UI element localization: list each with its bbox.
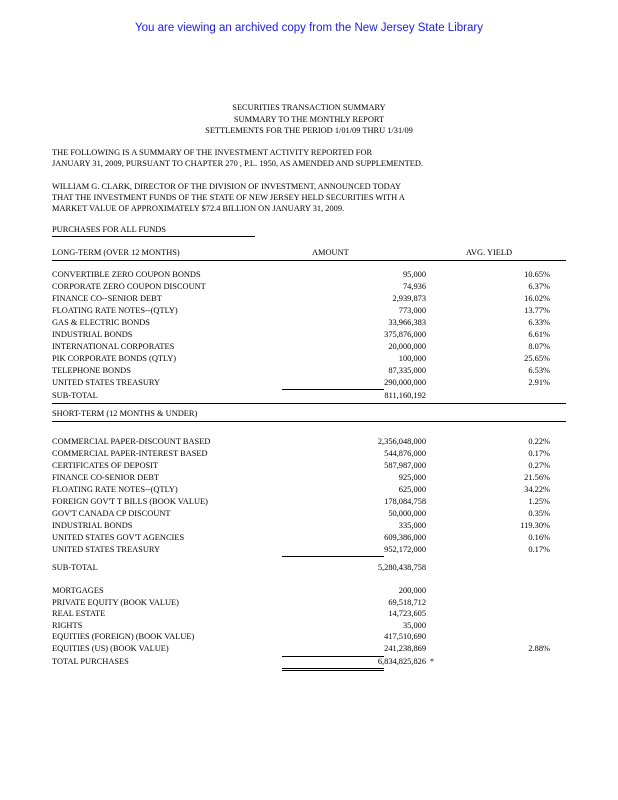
yield-value: 0.22% <box>528 437 550 446</box>
report-title: SECURITIES TRANSACTION SUMMARY <box>232 103 386 112</box>
yield-value: 21.56% <box>524 473 550 482</box>
security-label: EQUITIES (US) (BOOK VALUE) <box>52 644 169 653</box>
subtotal-amount: 811,160,192 <box>384 391 426 400</box>
amount-value: 335,000 <box>398 521 426 530</box>
security-label: CONVERTIBLE ZERO COUPON BONDS <box>52 270 201 279</box>
security-label: TELEPHONE BONDS <box>52 366 131 375</box>
amount-value: 87,335,000 <box>388 366 426 375</box>
other-holding-row <box>52 597 572 609</box>
long-term-row <box>52 329 572 341</box>
security-label: EQUITIES (FOREIGN) (BOOK VALUE) <box>52 632 195 642</box>
amount-value: 417,510,690 <box>384 632 426 642</box>
amount-value: 290,000,000 <box>384 378 426 387</box>
amount-value: 375,876,000 <box>384 330 426 339</box>
amount-value: 925,000 <box>398 473 426 482</box>
yield-value: 0.16% <box>528 533 550 542</box>
amount-value: 2,356,048,000 <box>377 437 426 446</box>
short-term-row <box>52 448 572 460</box>
yield-value: 0.17% <box>528 449 550 458</box>
long-term-row <box>52 341 572 353</box>
security-label: COMMERCIAL PAPER-INTEREST BASED <box>52 449 208 458</box>
long-term-row <box>52 353 572 365</box>
yield-value: 2.91% <box>528 378 550 387</box>
yield-value: 1.25% <box>528 497 550 506</box>
yield-value: 0.27% <box>528 461 550 470</box>
yield-value: 2.88% <box>528 644 550 653</box>
security-label: GOV'T CANADA CP DISCOUNT <box>52 509 171 518</box>
total-purchases-row <box>52 656 572 668</box>
security-label: FOREIGN GOV'T T BILLS (BOOK VALUE) <box>52 497 208 506</box>
amount-value: 952,172,000 <box>384 545 426 554</box>
yield-value: 25.65% <box>524 354 550 363</box>
security-label: PRIVATE EQUITY (BOOK VALUE) <box>52 597 179 607</box>
other-holding-row <box>52 631 572 643</box>
amount-value: 50,000,000 <box>388 509 426 518</box>
total-label: TOTAL PURCHASES <box>52 657 129 666</box>
statement-line: WILLIAM G. CLARK, DIRECTOR OF THE DIVISION OF INVESTMENT, ANNOUNCED TODAY <box>52 182 402 191</box>
short-term-row <box>52 532 572 544</box>
amount-value: 241,238,869 <box>384 644 426 653</box>
amount-column-header: AMOUNT <box>312 248 349 257</box>
statement-paragraph <box>52 181 405 214</box>
short-term-sum-rule <box>282 556 384 557</box>
amount-value: 587,987,000 <box>384 461 426 470</box>
amount-value: 773,000 <box>398 306 426 315</box>
yield-value: 34.22% <box>524 485 550 494</box>
amount-value: 2,939,873 <box>392 294 426 303</box>
yield-column-header: AVG. YIELD <box>466 248 513 257</box>
short-term-heading: SHORT-TERM (12 MONTHS & UNDER) <box>52 409 198 418</box>
yield-value: 13.77% <box>524 306 550 315</box>
security-label: FINANCE CO-SENIOR DEBT <box>52 473 160 482</box>
other-holding-row <box>52 620 572 632</box>
total-double-rule-bottom <box>282 670 384 671</box>
short-term-row <box>52 472 572 484</box>
total-footnote-mark: * <box>430 657 434 666</box>
yield-value: 0.35% <box>528 509 550 518</box>
amount-value: 100,000 <box>398 354 426 363</box>
intro-line: THE FOLLOWING IS A SUMMARY OF THE INVESTMENT ACTIVITY REPORTED FOR <box>52 148 373 157</box>
intro-paragraph <box>52 147 423 169</box>
report-titles <box>0 102 618 137</box>
amount-value: 35,000 <box>402 620 426 630</box>
amount-value: 178,084,758 <box>384 497 426 506</box>
subtotal-label: SUB-TOTAL <box>52 563 98 572</box>
security-label: COMMERCIAL PAPER-DISCOUNT BASED <box>52 437 211 446</box>
amount-value: 20,000,000 <box>388 342 426 351</box>
long-term-header-rule <box>52 260 566 261</box>
security-label: INDUSTRIAL BONDS <box>52 521 133 530</box>
security-label: PIK CORPORATE BONDS (QTLY) <box>52 354 177 363</box>
amount-value: 95,000 <box>402 270 426 279</box>
yield-value: 0.17% <box>528 545 550 554</box>
subtotal-amount: 5,280,438,758 <box>377 563 426 572</box>
security-label: GAS & ELECTRIC BONDS <box>52 318 150 327</box>
yield-value: 6.37% <box>528 282 550 291</box>
security-label: FLOATING RATE NOTES--(QTLY) <box>52 485 178 494</box>
purchases-heading: PURCHASES FOR ALL FUNDS <box>52 225 166 234</box>
security-label: INTERNATIONAL CORPORATES <box>52 342 175 351</box>
long-term-row <box>52 317 572 329</box>
long-term-subtotal-row <box>52 390 572 402</box>
total-amount: 6,834,825,826 <box>377 657 426 666</box>
amount-value: 544,876,000 <box>384 449 426 458</box>
report-period: SETTLEMENTS FOR THE PERIOD 1/01/09 THRU 1/31/09 <box>205 126 413 135</box>
long-term-row <box>52 305 572 317</box>
security-label: FINANCE CO--SENIOR DEBT <box>52 294 162 303</box>
long-term-row <box>52 293 572 305</box>
security-label: MORTGAGES <box>52 586 104 595</box>
security-label: CERTIFICATES OF DEPOSIT <box>52 461 159 470</box>
short-term-row <box>52 496 572 508</box>
long-term-row <box>52 269 572 281</box>
security-label: UNITED STATES TREASURY <box>52 378 161 387</box>
yield-value: 16.02% <box>524 294 550 303</box>
intro-line: JANUARY 31, 2009, PURSUANT TO CHAPTER 270 , P.L. 1950, AS AMENDED AND SUPPLEMENTED. <box>52 159 424 168</box>
subtotal-label: SUB-TOTAL <box>52 391 98 400</box>
yield-value: 10.65% <box>524 270 550 279</box>
amount-value: 69,518,712 <box>388 597 426 607</box>
amount-value: 74,936 <box>402 282 426 291</box>
short-term-row <box>52 544 572 556</box>
yield-value: 6.53% <box>528 366 550 375</box>
statement-line: MARKET VALUE OF APPROXIMATELY $72.4 BILLION ON JANUARY 31, 2009. <box>52 204 345 213</box>
short-term-subtotal-row <box>52 562 572 574</box>
security-label: CORPORATE ZERO COUPON DISCOUNT <box>52 282 206 291</box>
other-holding-row <box>52 643 572 655</box>
amount-value: 625,000 <box>398 485 426 494</box>
amount-value: 200,000 <box>398 586 426 595</box>
short-term-row <box>52 508 572 520</box>
long-term-row <box>52 281 572 293</box>
security-label: UNITED STATES GOV'T AGENCIES <box>52 533 185 542</box>
purchases-underline <box>52 236 255 237</box>
report-subtitle: SUMMARY TO THE MONTHLY REPORT <box>233 114 385 124</box>
total-double-rule-top <box>282 668 384 669</box>
security-label: REAL ESTATE <box>52 609 106 619</box>
long-term-row <box>52 377 572 389</box>
short-term-row <box>52 460 572 472</box>
amount-value: 33,966,383 <box>388 318 426 327</box>
yield-value: 6.33% <box>528 318 550 327</box>
yield-value: 119.30% <box>520 521 550 530</box>
short-term-row <box>52 520 572 532</box>
other-holding-row <box>52 585 572 597</box>
archive-banner: You are viewing an archived copy from the New Jersey State Library <box>135 22 483 34</box>
other-holding-row <box>52 608 572 620</box>
yield-value: 6.61% <box>528 330 550 339</box>
short-term-row <box>52 484 572 496</box>
long-term-heading: LONG-TERM (OVER 12 MONTHS) <box>52 248 180 257</box>
long-term-footer-rule <box>52 403 566 404</box>
security-label: FLOATING RATE NOTES--(QTLY) <box>52 306 178 315</box>
yield-value: 8.07% <box>528 342 550 351</box>
amount-value: 14,723,605 <box>388 609 426 619</box>
amount-value: 609,386,000 <box>384 533 426 542</box>
long-term-row <box>52 365 572 377</box>
security-label: UNITED STATES TREASURY <box>52 545 161 554</box>
security-label: INDUSTRIAL BONDS <box>52 330 133 339</box>
statement-line: THAT THE INVESTMENT FUNDS OF THE STATE OF NEW JERSEY HELD SECURITIES WITH A <box>52 193 405 202</box>
security-label: RIGHTS <box>52 620 83 630</box>
short-term-header-rule <box>52 421 566 422</box>
short-term-row <box>52 436 572 448</box>
